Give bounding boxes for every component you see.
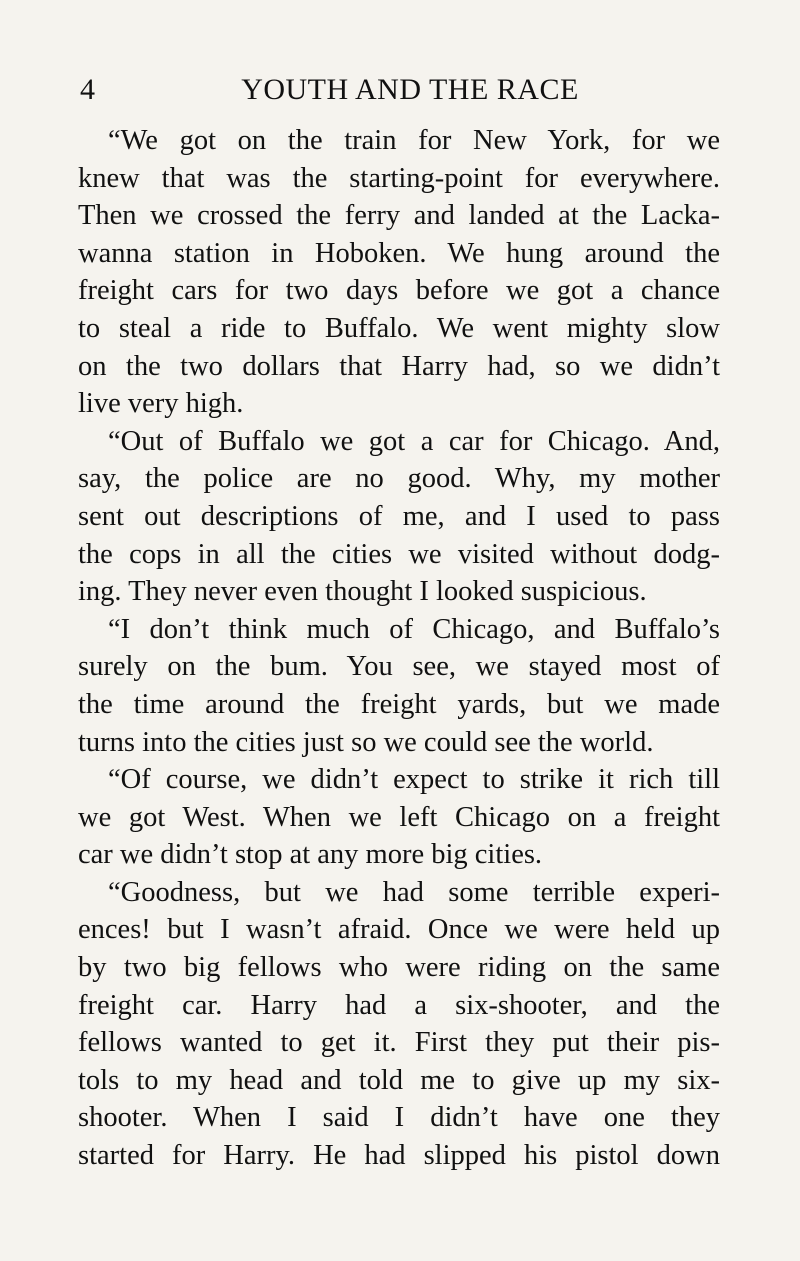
text-line: freight car. Harry had a six-shooter, and the bbox=[78, 989, 720, 1021]
text-line: fellows wanted to get it. First they put their pis- bbox=[78, 1027, 720, 1059]
text-line: say, the police are no good. Why, my mother bbox=[78, 463, 720, 495]
text-line: wanna station in Hoboken. We hung around the bbox=[78, 237, 720, 269]
text-line: by two big fellows who were riding on the same bbox=[78, 952, 720, 984]
text-line: “Of course, we didn’t expect to strike it rich till bbox=[108, 764, 720, 796]
text-line: ences! but I wasn’t afraid. Once we were held up bbox=[78, 914, 720, 946]
text-line: live very high. bbox=[78, 388, 244, 420]
text-line: knew that was the starting-point for everywhere. bbox=[78, 162, 720, 194]
text-line: surely on the bum. You see, we stayed most of bbox=[78, 651, 720, 683]
text-line: tols to my head and told me to give up my six- bbox=[78, 1064, 720, 1096]
text-line: “Out of Buffalo we got a car for Chicago. And, bbox=[108, 425, 720, 457]
text-line: “We got on the train for New York, for we bbox=[108, 125, 720, 156]
text-line: the time around the freight yards, but we made bbox=[78, 688, 720, 720]
text-line: “I don’t think much of Chicago, and Buffalo’s bbox=[108, 613, 720, 645]
text-line: shooter. When I said I didn’t have one they bbox=[78, 1102, 720, 1134]
text-line: to steal a ride to Buffalo. We went mighty slow bbox=[78, 312, 720, 344]
text-line: Then we crossed the ferry and landed at the Lacka- bbox=[78, 200, 720, 232]
text-line: “Goodness, but we had some terrible experi- bbox=[108, 876, 720, 908]
text-line: ing. They never even thought I looked suspicious. bbox=[78, 576, 647, 608]
text-line: we got West. When we left Chicago on a freight bbox=[78, 801, 720, 833]
text-line: on the two dollars that Harry had, so we didn’t bbox=[78, 350, 720, 382]
text-line: turns into the cities just so we could see the world. bbox=[78, 726, 654, 758]
running-title: YOUTH AND THE RACE bbox=[241, 73, 579, 106]
text-line: the cops in all the cities we visited without dodg- bbox=[78, 538, 720, 570]
page-number: 4 bbox=[80, 73, 95, 106]
page-header bbox=[80, 70, 740, 110]
body-text bbox=[78, 122, 720, 1175]
text-line: car we didn’t stop at any more big cities. bbox=[78, 839, 543, 871]
text-line: started for Harry. He had slipped his pistol down bbox=[78, 1140, 720, 1172]
text-line: sent out descriptions of me, and I used to pass bbox=[78, 500, 720, 532]
text-line: freight cars for two days before we got a chance bbox=[78, 275, 720, 307]
